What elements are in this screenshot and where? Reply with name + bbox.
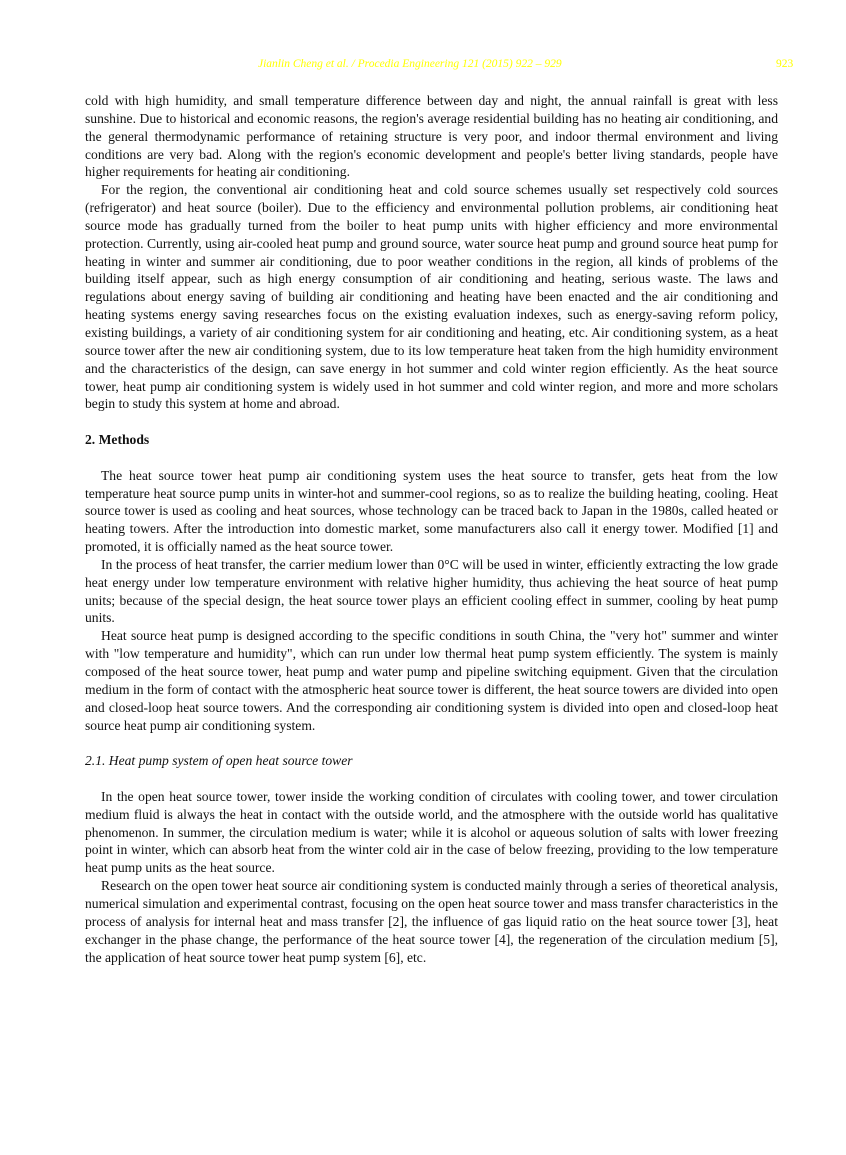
journal-citation: Jianlin Cheng et al. / Procedia Engineering 121 (2015) 922 – 929 <box>258 58 562 70</box>
body-text <box>85 92 778 966</box>
subsection-paragraph: Research on the open tower heat source air conditioning system is conducted mainly through a series of theoretical analysis, numerical simulation and experimental contrast, focusing on the open heat source tower and mass transfer characteristics in the process of analysis for internal heat and mass transfer [2], the influence of gas liquid ratio on the heat source tower [3], heat exchanger in the phase change, the performance of the heat source tower [4], the regeneration of the circulation medium [5], the application of heat source tower heat pump system [6], etc. <box>85 878 778 965</box>
page-number: 923 <box>776 58 794 70</box>
intro-paragraph-continued: cold with high humidity, and small temperature difference between day and night, the annual rainfall is great with less sunshine. Due to historical and economic reasons, the region's average residential building has no heating air conditioning, and the general thermodynamic performance of retaining structure is very poor, and indoor thermal environment and living conditions are very bad. Along with the region's economic development and people's better living standards, people have higher requirements for heating air conditioning. <box>85 93 778 180</box>
running-header <box>0 58 846 74</box>
subsection-heading-open-tower: 2.1. Heat pump system of open heat source tower <box>85 753 353 769</box>
section-heading-methods: 2. Methods <box>85 432 150 448</box>
methods-paragraph: The heat source tower heat pump air conditioning system uses the heat source to transfer, gets heat from the low temperature heat source pump units in winter-hot and summer-cool regions, so as to realize the building heating, cooling. Heat source tower is used as cooling and heat sources, whose technology can be traced back to Japan in the 1980s, called heated or heating towers. After the introduction into domestic market, some manufacturers also call it energy tower. Modified [1] and promoted, it is officially named as the heat source tower. <box>85 467 778 555</box>
methods-paragraph: In the process of heat transfer, the carrier medium lower than 0°C will be used in winter, efficiently extracting the low grade heat energy under low temperature environment with relative higher humidity, thus achieving the heat source of heat pump units; because of the special design, the heat source tower plays an efficient cooling effect in summer, cooling by heat pump units. <box>85 556 778 626</box>
methods-paragraph: Heat source heat pump is designed according to the specific conditions in south China, the "very hot" summer and winter with "low temperature and humidity", which can run under low thermal heat pump system efficiently. The system is mainly composed of the heat source tower, heat pump and water pump and pipeline switching equipment. Given that the circulation medium in the form of contact with the atmospheric heat source tower is different, the heat source towers are divided into open and closed-loop heat source towers. And the corresponding air conditioning system is divided into open and closed-loop heat source heat pump air conditioning system. <box>85 628 778 733</box>
subsection-paragraph: In the open heat source tower, tower inside the working condition of circulates with cooling tower, and tower circulation medium fluid is always the heat in contact with the outside world, and the atmosphere with the outside world has qualitative phenomenon. In summer, the circulation medium is water; while it is alcohol or aqueous solution of salts with lower freezing point in winter, which can absorb heat from the winter cold air in the case of below freezing, providing to the low temperature heat pump units as the heat source. <box>85 788 778 876</box>
intro-paragraph: For the region, the conventional air conditioning heat and cold source schemes usually set respectively cold sources (refrigerator) and heat source (boiler). Due to the efficiency and environmental pollution problems, air conditioning heat source mode has gradually turned from the boiler to heat pump units with higher efficiency and more environmental protection. Currently, using air-cooled heat pump and ground source, water source heat pump and ground source heat pump for heating in winter and summer air conditioning, due to poor weather conditions in the region, all kinds of problems of the building itself appear, such as high energy consumption of air conditioning and heating, serious waste. The laws and regulations about energy saving of building air conditioning and heating have been enacted and the air conditioning and heating systems energy saving researches focus on the existing evaluation indexes, such as energy-saving reform policy, existing buildings, a variety of air conditioning system for air conditioning and heating, etc. Air conditioning system, as a heat source tower after the new air conditioning system, due to its low temperature heat taken from the high humidity environment and the characteristics of the design, can save energy in hot summer and cold winter region efficiently. As the heat source tower, heat pump air conditioning system is widely used in hot summer and cold winter region, and more and more scholars begin to study this system at home and abroad. <box>85 182 778 412</box>
